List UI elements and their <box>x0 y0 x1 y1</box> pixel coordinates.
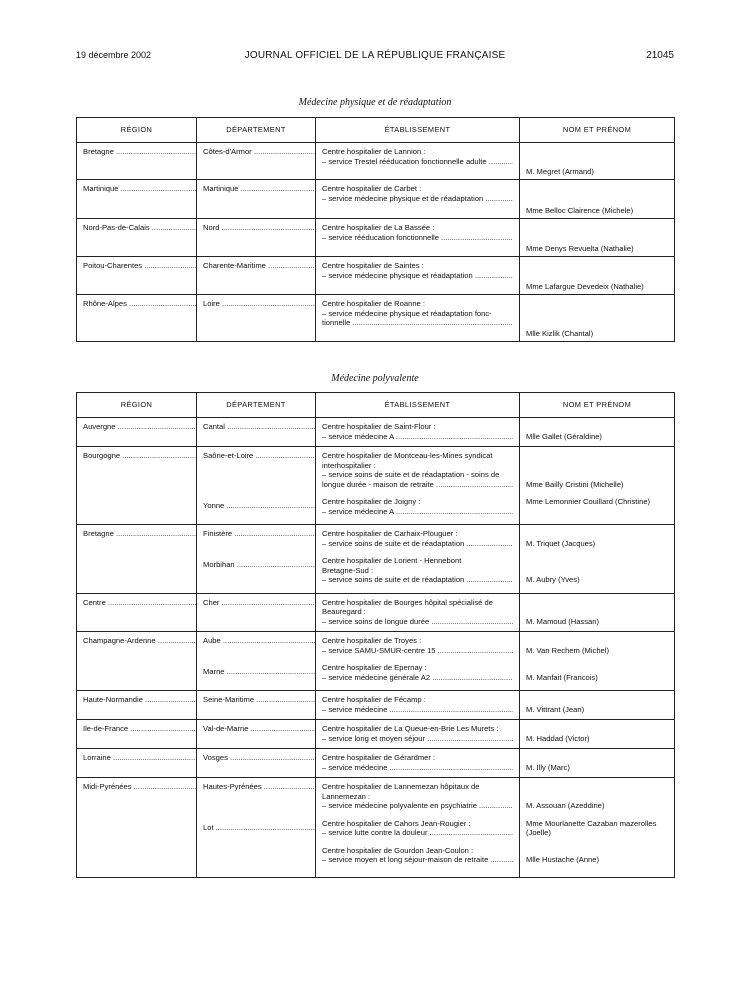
establishment <box>316 552 519 585</box>
region: Auvergne ..... <box>77 418 196 432</box>
table-row <box>77 418 675 447</box>
region-cell <box>77 593 197 632</box>
establishment <box>316 257 519 280</box>
establishment-line: – service médecine A ..... <box>322 507 513 517</box>
table-row <box>77 143 675 180</box>
department-cell <box>197 219 316 257</box>
establishment-cell <box>316 593 520 632</box>
person-name: M. Manfait (Francois) <box>526 672 598 682</box>
region-cell <box>77 295 197 342</box>
establishment-line: Centre hospitalier de Saintes : <box>322 261 424 270</box>
department-cell <box>197 143 316 180</box>
establishment-cell <box>316 447 520 525</box>
name-cell <box>520 691 675 720</box>
name-cell <box>520 720 675 749</box>
establishment-line: Centre hospitalier de Cahors Jean-Rougier : <box>322 818 471 828</box>
department: Hautes-Pyrénées ..... <box>197 778 315 815</box>
establishment-line: longue durée - maison de retraite ..... <box>322 480 513 490</box>
establishment-line: Centre hospitalier de Bourges hôpital spécialisé de <box>322 597 493 607</box>
department: Martinique ..... <box>197 180 315 194</box>
establishment <box>316 659 519 682</box>
establishment <box>316 842 519 865</box>
establishment-cell <box>316 257 520 295</box>
establishment-cell <box>316 180 520 219</box>
region-cell <box>77 749 197 778</box>
establishment-line: Centre hospitalier de La Queue-en-Brie Les Murets : <box>322 724 499 733</box>
person-name: Mlle Hustache (Anne) <box>526 855 600 864</box>
establishment <box>316 691 519 714</box>
department: Charente-Maritime ..... <box>197 257 315 271</box>
region: Martinique ..... <box>77 180 196 194</box>
establishment-line: – service médecine physique et de réadaptation ..... <box>322 194 513 204</box>
establishment-cell <box>316 778 520 878</box>
establishment-line: Centre hospitalier de Carhaix-Plouguer : <box>322 529 458 538</box>
name-cell <box>520 632 675 691</box>
table-row <box>77 180 675 219</box>
region-cell <box>77 691 197 720</box>
establishment <box>316 447 519 489</box>
region: Nord-Pas-de-Calais ..... <box>77 219 196 233</box>
establishment-line: Centre hospitalier de Lorient - Hennebont <box>322 556 462 565</box>
establishment-line: – service soins de suite et de réadaptation ..... <box>322 575 513 585</box>
establishment-cell <box>316 295 520 342</box>
establishment-line: – service lutte contre la douleur ..... <box>322 828 513 838</box>
column-header: NOM ET PRÉNOM <box>520 118 675 143</box>
establishment <box>316 418 519 441</box>
department-cell <box>197 447 316 525</box>
department: Saône-et-Loire ..... <box>197 447 315 493</box>
establishment-cell <box>316 749 520 778</box>
region-cell <box>77 447 197 525</box>
region-cell <box>77 418 197 447</box>
department: Côtes-d'Armor ..... <box>197 143 315 157</box>
establishment-line: – service médecine physique et réadaptation fonc- <box>322 308 492 318</box>
establishment-line: Centre hospitalier de Fécamp : <box>322 695 426 704</box>
establishment-line: Centre hospitalier de Gourdon Jean-Coulon : <box>322 845 474 855</box>
region: Midi-Pyrénées ..... <box>77 778 196 792</box>
department: Cher ..... <box>197 594 315 631</box>
department-cell <box>197 720 316 749</box>
department-cell <box>197 749 316 778</box>
establishment <box>316 594 519 627</box>
person-name: M. Assouan (Azeddine) <box>526 801 605 810</box>
table-row <box>77 632 675 691</box>
establishment-line: – service médecine polyvalente en psychiatrie ..... <box>322 801 513 811</box>
establishment-line: tionnelle ..... <box>322 318 513 328</box>
person-name: M. Megret (Armand) <box>526 166 594 176</box>
establishment-cell <box>316 525 520 594</box>
region-cell <box>77 720 197 749</box>
region-cell <box>77 525 197 594</box>
establishment-line: Centre hospitalier de Carbet : <box>322 184 422 193</box>
header-row <box>77 393 675 418</box>
name-cell <box>520 295 675 342</box>
establishment <box>316 219 519 242</box>
column-header: DÉPARTEMENT <box>197 118 316 143</box>
name-cell <box>520 749 675 778</box>
column-header: ÉTABLISSEMENT <box>316 118 520 143</box>
region-cell <box>77 632 197 691</box>
establishment-cell <box>316 219 520 257</box>
region-cell <box>77 143 197 180</box>
person-name: Mlle Kizlik (Chantal) <box>526 328 594 338</box>
establishment <box>316 493 519 516</box>
establishment-line: Centre hospitalier de Lannemezan hôpitaux de <box>322 782 480 791</box>
department: Cantal ..... <box>197 418 315 445</box>
establishment-line: – service médecine A ..... <box>322 432 513 442</box>
establishment <box>316 720 519 743</box>
establishment-line: – service soins de suite et de réadaptation - soins de <box>322 470 500 479</box>
person-name: M. Vittrant (Jean) <box>526 704 585 714</box>
establishment-line: Centre hospitalier de Montceau-les-Mines syndicat <box>322 451 493 460</box>
establishment <box>316 525 519 548</box>
establishment-line: – service long et moyen séjour ..... <box>322 734 513 744</box>
page-number: 21045 <box>646 50 674 61</box>
region: Haute-Normandie ..... <box>77 691 196 705</box>
establishment-cell <box>316 632 520 691</box>
establishment-line: Centre hospitalier de Gérardmer : <box>322 753 436 762</box>
establishment-line: Lannemezan : <box>322 791 371 801</box>
region: Ile-de-France ..... <box>77 720 196 734</box>
establishment-line: – service rééducation fonctionnelle ..... <box>322 233 513 243</box>
establishment <box>316 632 519 655</box>
issue-date: 19 décembre 2002 <box>76 50 152 60</box>
establishment <box>316 815 519 838</box>
name-cell <box>520 593 675 632</box>
name-cell <box>520 418 675 447</box>
person-name: M. Triquet (Jacques) <box>526 538 596 548</box>
establishment-line: – service moyen et long séjour-maison de retraite ..... <box>322 855 513 865</box>
department-cell <box>197 180 316 219</box>
establishment <box>316 778 519 811</box>
region: Poitou-Charentes ..... <box>77 257 196 271</box>
appointments-table <box>76 392 675 878</box>
name-cell <box>520 143 675 180</box>
region: Lorraine ..... <box>77 749 196 763</box>
establishment-line: – service médecine ..... <box>322 763 513 773</box>
appointments-table <box>76 117 675 342</box>
header-row <box>77 118 675 143</box>
table-row <box>77 691 675 720</box>
region: Bretagne ..... <box>77 525 196 539</box>
establishment <box>316 143 519 166</box>
department-cell <box>197 691 316 720</box>
name-cell <box>520 447 675 525</box>
person-name: M. Aubry (Yves) <box>526 575 580 584</box>
person-name: M. Haddad (Victor) <box>526 733 590 743</box>
name-cell <box>520 257 675 295</box>
name-cell <box>520 180 675 219</box>
establishment-line: – service médecine physique et réadaptation ..... <box>322 271 513 281</box>
name-cell <box>520 219 675 257</box>
establishment-line: Centre hospitalier de Saint-Flour : <box>322 422 436 431</box>
establishment-cell <box>316 418 520 447</box>
person-name: Mme Lafargue Devedeix (Nathalie) <box>526 281 644 291</box>
department-cell <box>197 525 316 594</box>
table-row <box>77 778 675 878</box>
establishment-line: Beauregard : <box>322 607 366 616</box>
department-cell <box>197 418 316 447</box>
column-header: NOM ET PRÉNOM <box>520 393 675 418</box>
region: Bretagne ..... <box>77 143 196 157</box>
table-row <box>77 447 675 525</box>
region: Centre ..... <box>77 594 196 608</box>
establishment <box>316 180 519 203</box>
department: Loire ..... <box>197 295 315 309</box>
section-title: Médecine polyvalente <box>331 373 419 384</box>
establishment-line: – service médecine ..... <box>322 705 513 715</box>
department-cell <box>197 632 316 691</box>
department-cell <box>197 593 316 632</box>
journal-title: JOURNAL OFFICIEL DE LA RÉPUBLIQUE FRANÇAISE <box>244 50 506 61</box>
department: Marne ..... <box>197 663 315 690</box>
establishment-line: interhospitalier : <box>322 460 376 470</box>
establishment-cell <box>316 143 520 180</box>
department: Finistère ..... <box>197 525 315 552</box>
establishment-line: Centre hospitalier de Roanne : <box>322 299 426 308</box>
person-name: Mme Bailly Cristini (Michelle) <box>526 479 624 489</box>
column-header: RÉGION <box>77 393 197 418</box>
table-row <box>77 219 675 257</box>
department <box>197 850 315 877</box>
region: Rhône-Alpes ..... <box>77 295 196 309</box>
column-header: DÉPARTEMENT <box>197 393 316 418</box>
person-name: M. Van Rechem (Michel) <box>526 645 609 655</box>
establishment <box>316 749 519 772</box>
establishment-line: Centre hospitalier de Troyes : <box>322 636 422 645</box>
establishment-line: Centre hospitalier de Epernay : <box>322 663 427 672</box>
department-cell <box>197 257 316 295</box>
table-row <box>77 749 675 778</box>
department: Yonne ..... <box>197 497 315 524</box>
department-cell <box>197 295 316 342</box>
person-name: Mlle Gallet (Géraldine) <box>526 431 602 441</box>
establishment-line: – service médecine générale A2 ..... <box>322 673 513 683</box>
establishment-line: – service SAMU-SMUR-centre 15 ..... <box>322 646 513 656</box>
table-row <box>77 720 675 749</box>
establishment-cell <box>316 691 520 720</box>
section-title: Médecine physique et de réadaptation <box>298 97 452 108</box>
department: Vosges ..... <box>197 749 315 776</box>
establishment-line: Centre hospitalier de La Bassée : <box>322 223 435 232</box>
department: Seine-Maritime ..... <box>197 691 315 718</box>
department-cell <box>197 778 316 878</box>
region-cell <box>77 219 197 257</box>
region: Champagne-Ardenne ..... <box>77 632 196 646</box>
person-name: Mme Denys Revuelta (Nathalie) <box>526 243 634 253</box>
establishment-cell <box>316 720 520 749</box>
department: Morbihan ..... <box>197 556 315 593</box>
person-name: M. Illy (Marc) <box>526 762 570 772</box>
page-header <box>76 50 674 64</box>
column-header: RÉGION <box>77 118 197 143</box>
establishment-line: – service soins de suite et de réadaptation ..... <box>322 539 513 549</box>
establishment-line: Bretagne-Sud : <box>322 565 374 575</box>
person-name: Mme Mourlanette Cazaban mazerolles (Joelle) <box>526 818 657 837</box>
establishment-line: – service Trestel rééducation fonctionnelle adulte ..... <box>322 157 513 167</box>
person-name: Mme Lemonnier Couillard (Christine) <box>526 497 651 506</box>
table-row <box>77 295 675 342</box>
department: Val-de-Marne ..... <box>197 720 315 747</box>
name-cell <box>520 778 675 878</box>
table-row <box>77 593 675 632</box>
establishment-line: Centre hospitalier de Lannion : <box>322 147 426 156</box>
region: Bourgogne ..... <box>77 447 196 461</box>
region-cell <box>77 778 197 878</box>
department: Lot ..... <box>197 819 315 846</box>
table-row <box>77 525 675 594</box>
establishment-line: – service soins de longue durée ..... <box>322 617 513 627</box>
person-name: M. Mamoud (Hassan) <box>526 616 600 626</box>
name-cell <box>520 525 675 594</box>
establishment-line: Centre hospitalier de Joigny : <box>322 497 421 506</box>
table-row <box>77 257 675 295</box>
column-header: ÉTABLISSEMENT <box>316 393 520 418</box>
region-cell <box>77 257 197 295</box>
region-cell <box>77 180 197 219</box>
establishment <box>316 295 519 328</box>
person-name: Mme Belloc Clairence (Michele) <box>526 205 634 215</box>
department: Aube ..... <box>197 632 315 659</box>
department: Nord ..... <box>197 219 315 233</box>
